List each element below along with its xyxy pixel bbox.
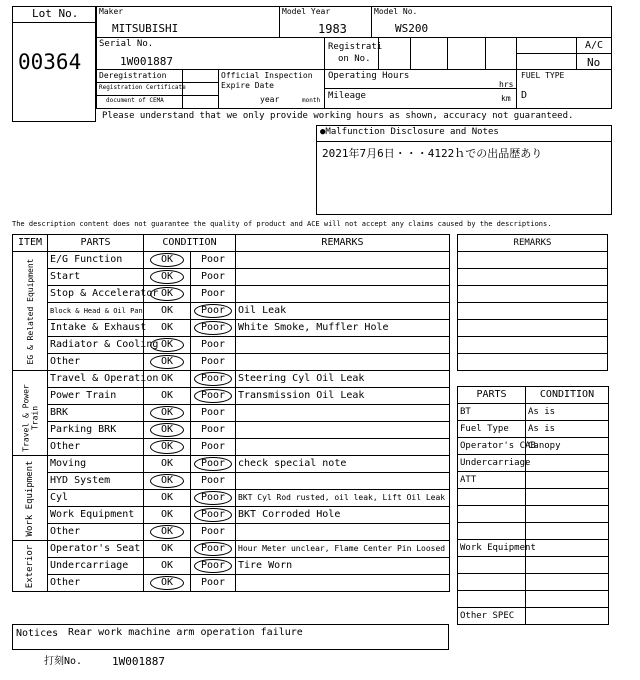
poor-label: Poor: [200, 356, 226, 367]
side-part-condition: Canopy: [526, 438, 609, 455]
section-label: Exterior: [24, 544, 35, 588]
section-label: Travel & Power Train: [21, 383, 39, 452]
poor-cell: [191, 473, 236, 490]
side-remarks-row: [458, 286, 608, 303]
poor-label: Poor: [200, 288, 226, 299]
poor-cell: [191, 371, 236, 388]
malfunction-title: ●Malfunction Disclosure and Notes: [320, 127, 499, 137]
poor-label: Poor: [200, 424, 226, 435]
side-parts-row: [458, 489, 609, 506]
fuel-type-value: D: [521, 90, 528, 101]
table-row: [13, 558, 450, 575]
side-parts-row: [458, 404, 609, 421]
remark-text: [236, 575, 450, 592]
part-name: Other: [48, 439, 144, 456]
maker-label: Maker: [99, 7, 124, 16]
remark-text: Transmission Oil Leak: [236, 388, 450, 405]
poor-cell: [191, 405, 236, 422]
table-row: [13, 303, 450, 320]
side-part-condition: [526, 574, 609, 591]
cema-label: document of CEMA: [106, 97, 164, 104]
part-name: Travel & Operation: [48, 371, 144, 388]
work-equipment-label: Work Equipment: [458, 540, 526, 557]
side-part-name: BT: [458, 404, 526, 421]
stamp-value: 1W001887: [112, 655, 165, 668]
part-name: Radiator & Cooling: [48, 337, 144, 354]
side-part-condition: [526, 489, 609, 506]
ok-label: OK: [150, 338, 184, 352]
ok-cell: [144, 320, 191, 337]
remark-text: Oil Leak: [236, 303, 450, 320]
part-name: Work Equipment: [48, 507, 144, 524]
part-name: HYD System: [48, 473, 144, 490]
ok-cell: [144, 507, 191, 524]
ok-cell: [144, 439, 191, 456]
poor-label: Poor: [200, 339, 226, 350]
ok-cell: [144, 371, 191, 388]
section-label: Work Equipment: [24, 460, 35, 536]
remark-text: Hour Meter unclear, Flame Center Pin Loosed: [236, 541, 450, 558]
model-no-value: WS200: [395, 22, 429, 35]
year-label: year: [260, 95, 280, 104]
side-remarks-row: [458, 269, 608, 286]
hrs-label: hrs: [499, 80, 514, 89]
section-label-cell: [13, 371, 48, 456]
ok-cell: [144, 286, 191, 303]
side-parts-row: [458, 455, 609, 472]
side-parts-row: [458, 557, 609, 574]
ok-label: OK: [150, 270, 184, 284]
side-part-name: Undercarriage: [458, 455, 526, 472]
poor-label: Poor: [200, 526, 226, 537]
poor-cell: [191, 490, 236, 507]
poor-label: Poor: [194, 491, 232, 505]
other-spec-label: Other SPEC: [458, 608, 526, 625]
side-remarks-header: REMARKS: [458, 235, 608, 252]
side-part-condition: [526, 608, 609, 625]
poor-label: Poor: [200, 254, 226, 265]
part-name: Operator's Seat: [48, 541, 144, 558]
table-row: [13, 320, 450, 337]
side-part-name: Fuel Type: [458, 421, 526, 438]
side-remarks-table: [457, 234, 608, 371]
remark-text: [236, 439, 450, 456]
remarks-header: REMARKS: [236, 235, 450, 252]
poor-label: Poor: [194, 321, 232, 335]
poor-label: Poor: [200, 441, 226, 452]
table-row: [13, 422, 450, 439]
poor-label: Poor: [200, 271, 226, 282]
side-condition-header: CONDITION: [526, 387, 609, 404]
part-name: Stop & Accelerator: [48, 286, 144, 303]
model-year-value: 1983: [318, 22, 347, 36]
poor-cell: [191, 456, 236, 473]
side-part-name: [458, 574, 526, 591]
ok-cell: [144, 575, 191, 592]
side-parts-row: [458, 421, 609, 438]
table-row: [13, 286, 450, 303]
side-remarks-row: [458, 337, 608, 354]
part-name: E/G Function: [48, 252, 144, 269]
part-name: Cyl: [48, 490, 144, 507]
ok-label: OK: [150, 355, 184, 369]
remark-text: [236, 405, 450, 422]
side-part-condition: As is: [526, 404, 609, 421]
poor-cell: [191, 286, 236, 303]
part-name: Undercarriage: [48, 558, 144, 575]
ok-cell: [144, 388, 191, 405]
side-part-name: Operator's CAB: [458, 438, 526, 455]
table-row: [13, 269, 450, 286]
km-label: km: [501, 94, 511, 103]
registration-label-1: Registrati: [328, 42, 383, 52]
working-hours-notice: Please understand that we only provide working hours as shown, accuracy not guaranteed.: [102, 111, 574, 121]
inspection-table: [12, 234, 450, 592]
dereg-label: Deregistration: [99, 71, 167, 80]
side-remarks-row: [458, 252, 608, 269]
ac-value: No: [587, 56, 601, 69]
part-name: BRK: [48, 405, 144, 422]
side-part-name: ATT: [458, 472, 526, 489]
side-remarks-row: [458, 303, 608, 320]
remark-text: [236, 252, 450, 269]
maker-value: MITSUBISHI: [112, 22, 179, 35]
poor-cell: [191, 422, 236, 439]
side-part-condition: [526, 591, 609, 608]
table-row: [13, 541, 450, 558]
ok-cell: [144, 269, 191, 286]
reg-cert-label: Registration Certificate: [99, 84, 186, 91]
side-part-condition: [526, 557, 609, 574]
table-row: [13, 371, 450, 388]
side-part-condition: [526, 523, 609, 540]
poor-cell: [191, 388, 236, 405]
part-name: Intake & Exhaust: [48, 320, 144, 337]
serial-value: 1W001887: [120, 55, 173, 68]
ok-label: OK: [160, 373, 174, 384]
ok-label: OK: [150, 253, 184, 267]
ok-label: OK: [150, 474, 184, 488]
stamp-label: 打刻No.: [44, 656, 83, 667]
remark-text: Tire Worn: [236, 558, 450, 575]
remark-text: [236, 422, 450, 439]
side-parts-row: [458, 608, 609, 625]
section-label-cell: [13, 456, 48, 541]
parts-header: PARTS: [48, 235, 144, 252]
side-parts-row: [458, 574, 609, 591]
part-name: Start: [48, 269, 144, 286]
lot-label: Lot No.: [32, 7, 79, 20]
remark-text: BKT Cyl Rod rusted, oil leak, Lift Oil Leak: [236, 490, 450, 507]
remark-text: [236, 354, 450, 371]
ok-label: OK: [160, 322, 174, 333]
side-parts-table: [457, 386, 609, 625]
poor-label: Poor: [194, 559, 232, 573]
inspection-label-1: Official Inspection: [221, 71, 313, 80]
table-row: [13, 354, 450, 371]
notices-label: Notices: [16, 628, 59, 639]
remark-text: [236, 337, 450, 354]
side-part-condition: [526, 455, 609, 472]
ok-label: OK: [150, 423, 184, 437]
model-year-label: Model Year: [282, 7, 331, 16]
ok-label: OK: [160, 390, 174, 401]
operating-hours-label: Operating Hours: [328, 71, 410, 81]
fuel-type-label: FUEL TYPE: [521, 71, 565, 80]
poor-cell: [191, 269, 236, 286]
table-row: [13, 388, 450, 405]
table-row: [13, 456, 450, 473]
table-row: [13, 473, 450, 490]
ok-cell: [144, 337, 191, 354]
ok-label: OK: [160, 492, 174, 503]
remark-text: check special note: [236, 456, 450, 473]
poor-cell: [191, 507, 236, 524]
remark-text: BKT Corroded Hole: [236, 507, 450, 524]
condition-header: CONDITION: [144, 235, 236, 252]
poor-cell: [191, 252, 236, 269]
remark-text: White Smoke, Muffler Hole: [236, 320, 450, 337]
inspection-label-2: Expire Date: [221, 81, 274, 90]
ok-cell: [144, 303, 191, 320]
ok-label: OK: [150, 576, 184, 590]
side-part-condition: [526, 506, 609, 523]
registration-label-2: on No.: [338, 54, 371, 64]
poor-cell: [191, 575, 236, 592]
remark-text: Steering Cyl Oil Leak: [236, 371, 450, 388]
table-row: [13, 405, 450, 422]
ok-cell: [144, 558, 191, 575]
poor-label: Poor: [200, 475, 226, 486]
poor-cell: [191, 337, 236, 354]
ok-label: OK: [160, 458, 174, 469]
remark-text: [236, 473, 450, 490]
side-part-condition: [526, 472, 609, 489]
model-no-label: Model No.: [374, 7, 418, 16]
poor-label: Poor: [194, 304, 232, 318]
ok-cell: [144, 252, 191, 269]
table-row: [13, 252, 450, 269]
ok-cell: [144, 541, 191, 558]
lot-number: 00364: [18, 50, 82, 74]
ok-label: OK: [160, 560, 174, 571]
ok-cell: [144, 473, 191, 490]
malfunction-text: 2021年7月6日・・・4122ｈでの出品歴あり: [322, 147, 543, 160]
month-label: month: [302, 97, 321, 104]
part-name: Other: [48, 524, 144, 541]
remark-text: [236, 524, 450, 541]
ok-label: OK: [160, 543, 174, 554]
ok-cell: [144, 456, 191, 473]
ok-cell: [144, 422, 191, 439]
part-name: Other: [48, 575, 144, 592]
side-part-name: [458, 489, 526, 506]
ok-label: OK: [150, 287, 184, 301]
poor-cell: [191, 524, 236, 541]
table-row: [13, 490, 450, 507]
poor-cell: [191, 320, 236, 337]
side-parts-row: [458, 506, 609, 523]
part-name: Parking BRK: [48, 422, 144, 439]
side-remarks-row: [458, 320, 608, 337]
ok-label: OK: [160, 509, 174, 520]
ac-label: A/C: [585, 40, 604, 51]
poor-cell: [191, 541, 236, 558]
poor-cell: [191, 439, 236, 456]
poor-label: Poor: [200, 407, 226, 418]
poor-cell: [191, 558, 236, 575]
serial-label: Serial No.: [99, 39, 154, 49]
side-part-condition: [526, 540, 609, 557]
part-name: Block & Head & Oil Pan: [48, 303, 144, 320]
side-remarks-row: [458, 354, 608, 371]
side-part-name: [458, 506, 526, 523]
side-part-name: [458, 523, 526, 540]
table-row: [13, 439, 450, 456]
table-row: [13, 575, 450, 592]
poor-label: Poor: [200, 577, 226, 588]
poor-label: Poor: [194, 389, 232, 403]
side-parts-row: [458, 438, 609, 455]
table-row: [13, 524, 450, 541]
ok-cell: [144, 524, 191, 541]
poor-label: Poor: [194, 457, 232, 471]
disclaimer-text: The description content does not guarantee the quality of product and ACE will not accept any claims caused by the descriptions.: [12, 220, 552, 228]
remark-text: [236, 286, 450, 303]
ok-label: OK: [150, 406, 184, 420]
poor-label: Poor: [194, 508, 232, 522]
mileage-label: Mileage: [328, 91, 366, 101]
part-name: Moving: [48, 456, 144, 473]
malfunction-box: [316, 125, 612, 215]
section-label: EG & Related Equipment: [25, 258, 35, 364]
poor-label: Poor: [194, 542, 232, 556]
poor-label: Poor: [194, 372, 232, 386]
ok-label: OK: [150, 440, 184, 454]
part-name: Power Train: [48, 388, 144, 405]
poor-cell: [191, 354, 236, 371]
remark-text: [236, 269, 450, 286]
side-part-name: [458, 557, 526, 574]
notices-text: Rear work machine arm operation failure: [68, 627, 303, 638]
table-row: [13, 507, 450, 524]
part-name: Other: [48, 354, 144, 371]
ok-cell: [144, 354, 191, 371]
side-parts-header: PARTS: [458, 387, 526, 404]
poor-cell: [191, 303, 236, 320]
ok-cell: [144, 490, 191, 507]
section-label-cell: [13, 541, 48, 592]
ok-label: OK: [160, 305, 174, 316]
section-label-cell: [13, 252, 48, 371]
side-part-name: [458, 591, 526, 608]
table-row: [13, 337, 450, 354]
item-header: ITEM: [13, 235, 48, 252]
side-parts-row: [458, 472, 609, 489]
ok-cell: [144, 405, 191, 422]
ok-label: OK: [150, 525, 184, 539]
side-parts-row: [458, 523, 609, 540]
side-part-condition: As is: [526, 421, 609, 438]
side-parts-row: [458, 540, 609, 557]
side-parts-row: [458, 591, 609, 608]
